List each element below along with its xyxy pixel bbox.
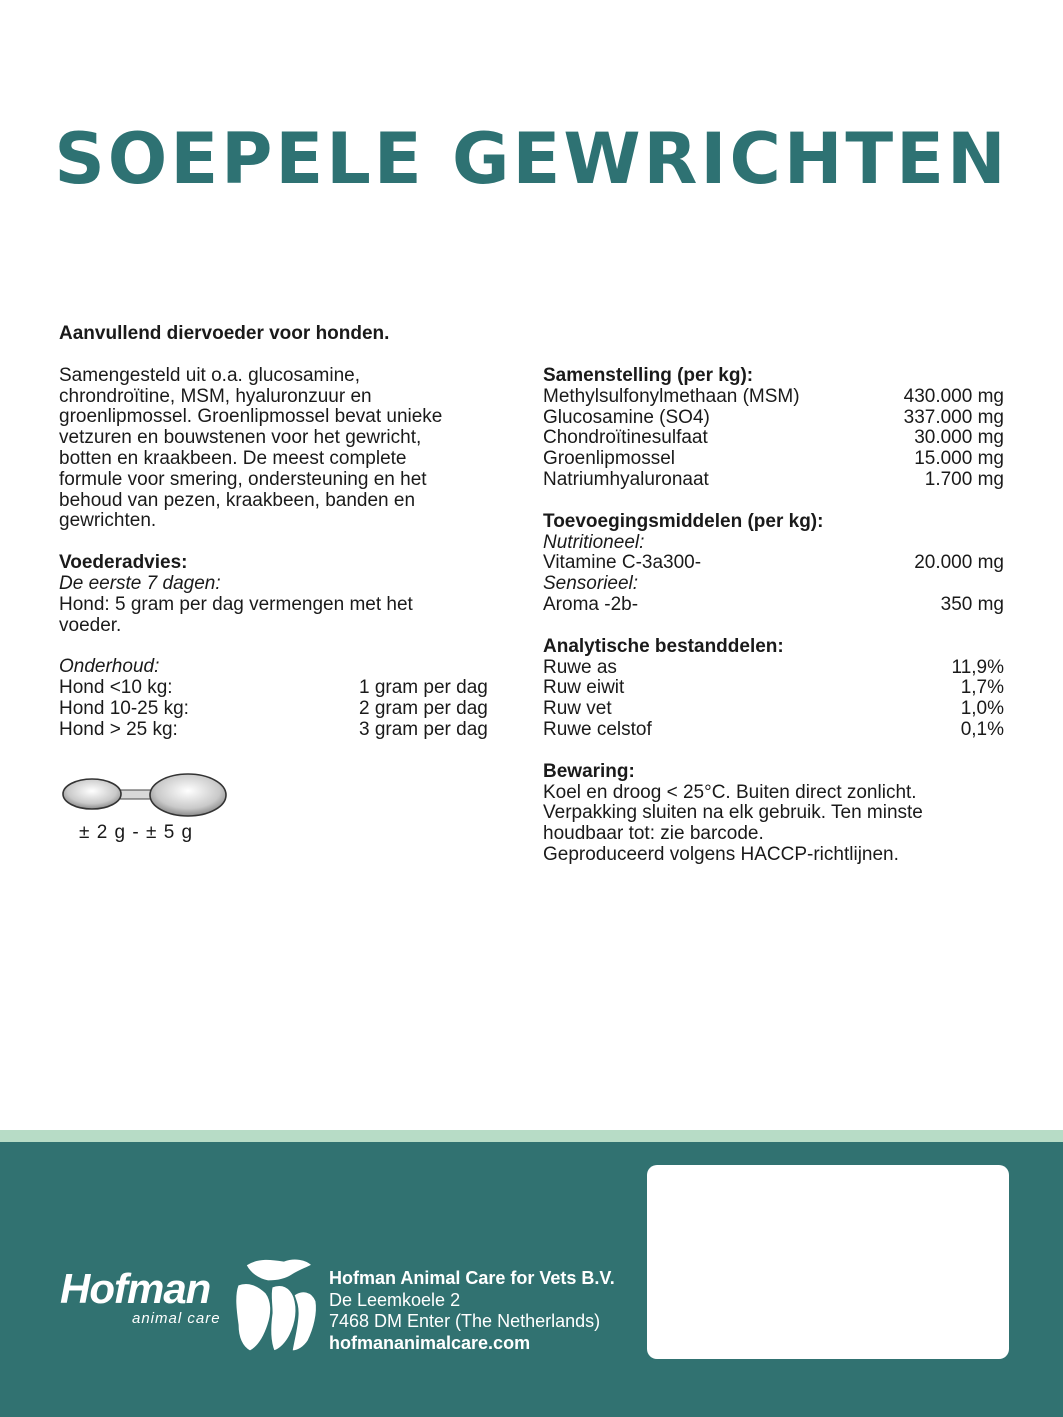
measuring-spoon-icon [60, 770, 230, 820]
analytic-row [543, 658, 1004, 679]
first-days-label: De eerste 7 dagen: [59, 572, 221, 594]
analytic-row [543, 678, 1004, 699]
composition-name: Methylsulfonylmethaan (MSM) [543, 385, 800, 407]
analytic-row [543, 699, 1004, 720]
website-link[interactable]: hofmananimalcare.com [329, 1332, 531, 1353]
nutritional-label: Nutritioneel: [543, 531, 645, 553]
maintenance-value: 3 gram per dag [359, 718, 488, 740]
first-days-text: Hond: 5 gram per dag vermengen met het [59, 593, 413, 615]
description-line: chrondroïtine, MSM, hyaluronzuur en [59, 385, 372, 407]
maintenance-row [59, 720, 509, 741]
analytic-value: 11,9% [951, 656, 1004, 678]
composition-name: Chondroïtinesulfaat [543, 427, 708, 449]
page-title: SOEPELE GEWRICHTEN [54, 118, 1009, 200]
analytic-value: 1,0% [960, 698, 1004, 720]
description-line: behoud van pezen, kraakbeen, banden en [59, 489, 416, 511]
company-street: De Leemkoele 2 [329, 1289, 461, 1310]
additive-row [543, 595, 1004, 616]
composition-value: 430.000 mg [903, 385, 1004, 407]
maintenance-row [59, 699, 509, 720]
storage-line: Koel en droog < 25°C. Buiten direct zonlicht. [543, 781, 917, 803]
description [59, 366, 509, 532]
analytic-heading: Analytische bestanddelen: [543, 635, 784, 657]
maintenance-value: 1 gram per dag [359, 677, 488, 699]
left-column [59, 324, 509, 741]
maintenance-value: 2 gram per dag [359, 697, 488, 719]
composition-name: Groenlipmossel [543, 448, 675, 470]
composition-value: 337.000 mg [903, 406, 1004, 428]
storage-heading: Bewaring: [543, 760, 635, 782]
additive-name: Aroma -2b- [543, 593, 639, 615]
composition-row [543, 428, 1004, 449]
maintenance-label: Hond > 25 kg: [59, 718, 178, 740]
maintenance-heading: Onderhoud: [59, 656, 160, 678]
composition-value: 15.000 mg [914, 448, 1004, 470]
additive-value: 350 mg [940, 593, 1004, 615]
maintenance-label: Hond <10 kg: [59, 677, 173, 699]
sensory-label: Sensorieel: [543, 573, 639, 595]
animals-logo-icon [228, 1255, 320, 1355]
brand-logo-text: Hofman [60, 1265, 211, 1312]
composition-row [543, 449, 1004, 470]
analytic-value: 1,7% [960, 677, 1004, 699]
composition-value: 1.700 mg [924, 468, 1004, 490]
analytic-name: Ruw vet [543, 698, 612, 720]
first-days-text: voeder. [59, 614, 122, 636]
description-line: vetzuren en bouwstenen voor het gewricht, [59, 427, 422, 449]
feeding-heading: Voederadvies: [59, 552, 188, 574]
composition-heading: Samenstelling (per kg): [543, 365, 754, 386]
analytic-name: Ruw eiwit [543, 677, 625, 699]
company-name: Hofman Animal Care for Vets B.V. [329, 1268, 615, 1288]
maintenance-row [59, 678, 509, 699]
brand-logo-subtitle: animal care [132, 1310, 221, 1327]
description-line: groenlipmossel. Groenlipmossel bevat unieke [59, 406, 443, 428]
composition-name: Natriumhyaluronaat [543, 468, 709, 490]
analytic-name: Ruwe as [543, 656, 617, 678]
description-line: Samengesteld uit o.a. glucosamine, [59, 364, 361, 386]
storage-line: houdbaar tot: zie barcode. [543, 823, 764, 845]
description-line: formule voor smering, ondersteuning en het [59, 468, 427, 490]
storage-line: Geproduceerd volgens HACCP-richtlijnen. [543, 843, 899, 865]
analytic-value: 0,1% [960, 718, 1004, 740]
analytic-row [543, 720, 1004, 741]
additive-value: 20.000 mg [914, 552, 1004, 574]
additives-heading: Toevoegingsmiddelen (per kg): [543, 510, 824, 532]
analytic-name: Ruwe celstof [543, 718, 652, 740]
storage-line: Verpakking sluiten na elk gebruik. Ten minste [543, 802, 923, 824]
composition-row [543, 470, 1004, 491]
composition-row [543, 387, 1004, 408]
composition-name: Glucosamine (SO4) [543, 406, 710, 428]
intro-heading: Aanvullend diervoeder voor honden. [59, 323, 390, 344]
composition-row [543, 408, 1004, 429]
additive-name: Vitamine C-3a300- [543, 552, 702, 574]
additive-row [543, 553, 1004, 574]
company-city: 7468 DM Enter (The Netherlands) [329, 1311, 601, 1331]
composition-value: 30.000 mg [914, 427, 1004, 449]
maintenance-label: Hond 10-25 kg: [59, 697, 189, 719]
right-column [543, 366, 1004, 866]
footer-accent-band [0, 1130, 1063, 1142]
barcode-area [647, 1165, 1009, 1359]
spoon-label: ± 2 g - ± 5 g [79, 822, 194, 843]
description-line: botten en kraakbeen. De meest complete [59, 447, 407, 469]
description-line: gewrichten. [59, 510, 157, 532]
company-info [329, 1268, 615, 1354]
